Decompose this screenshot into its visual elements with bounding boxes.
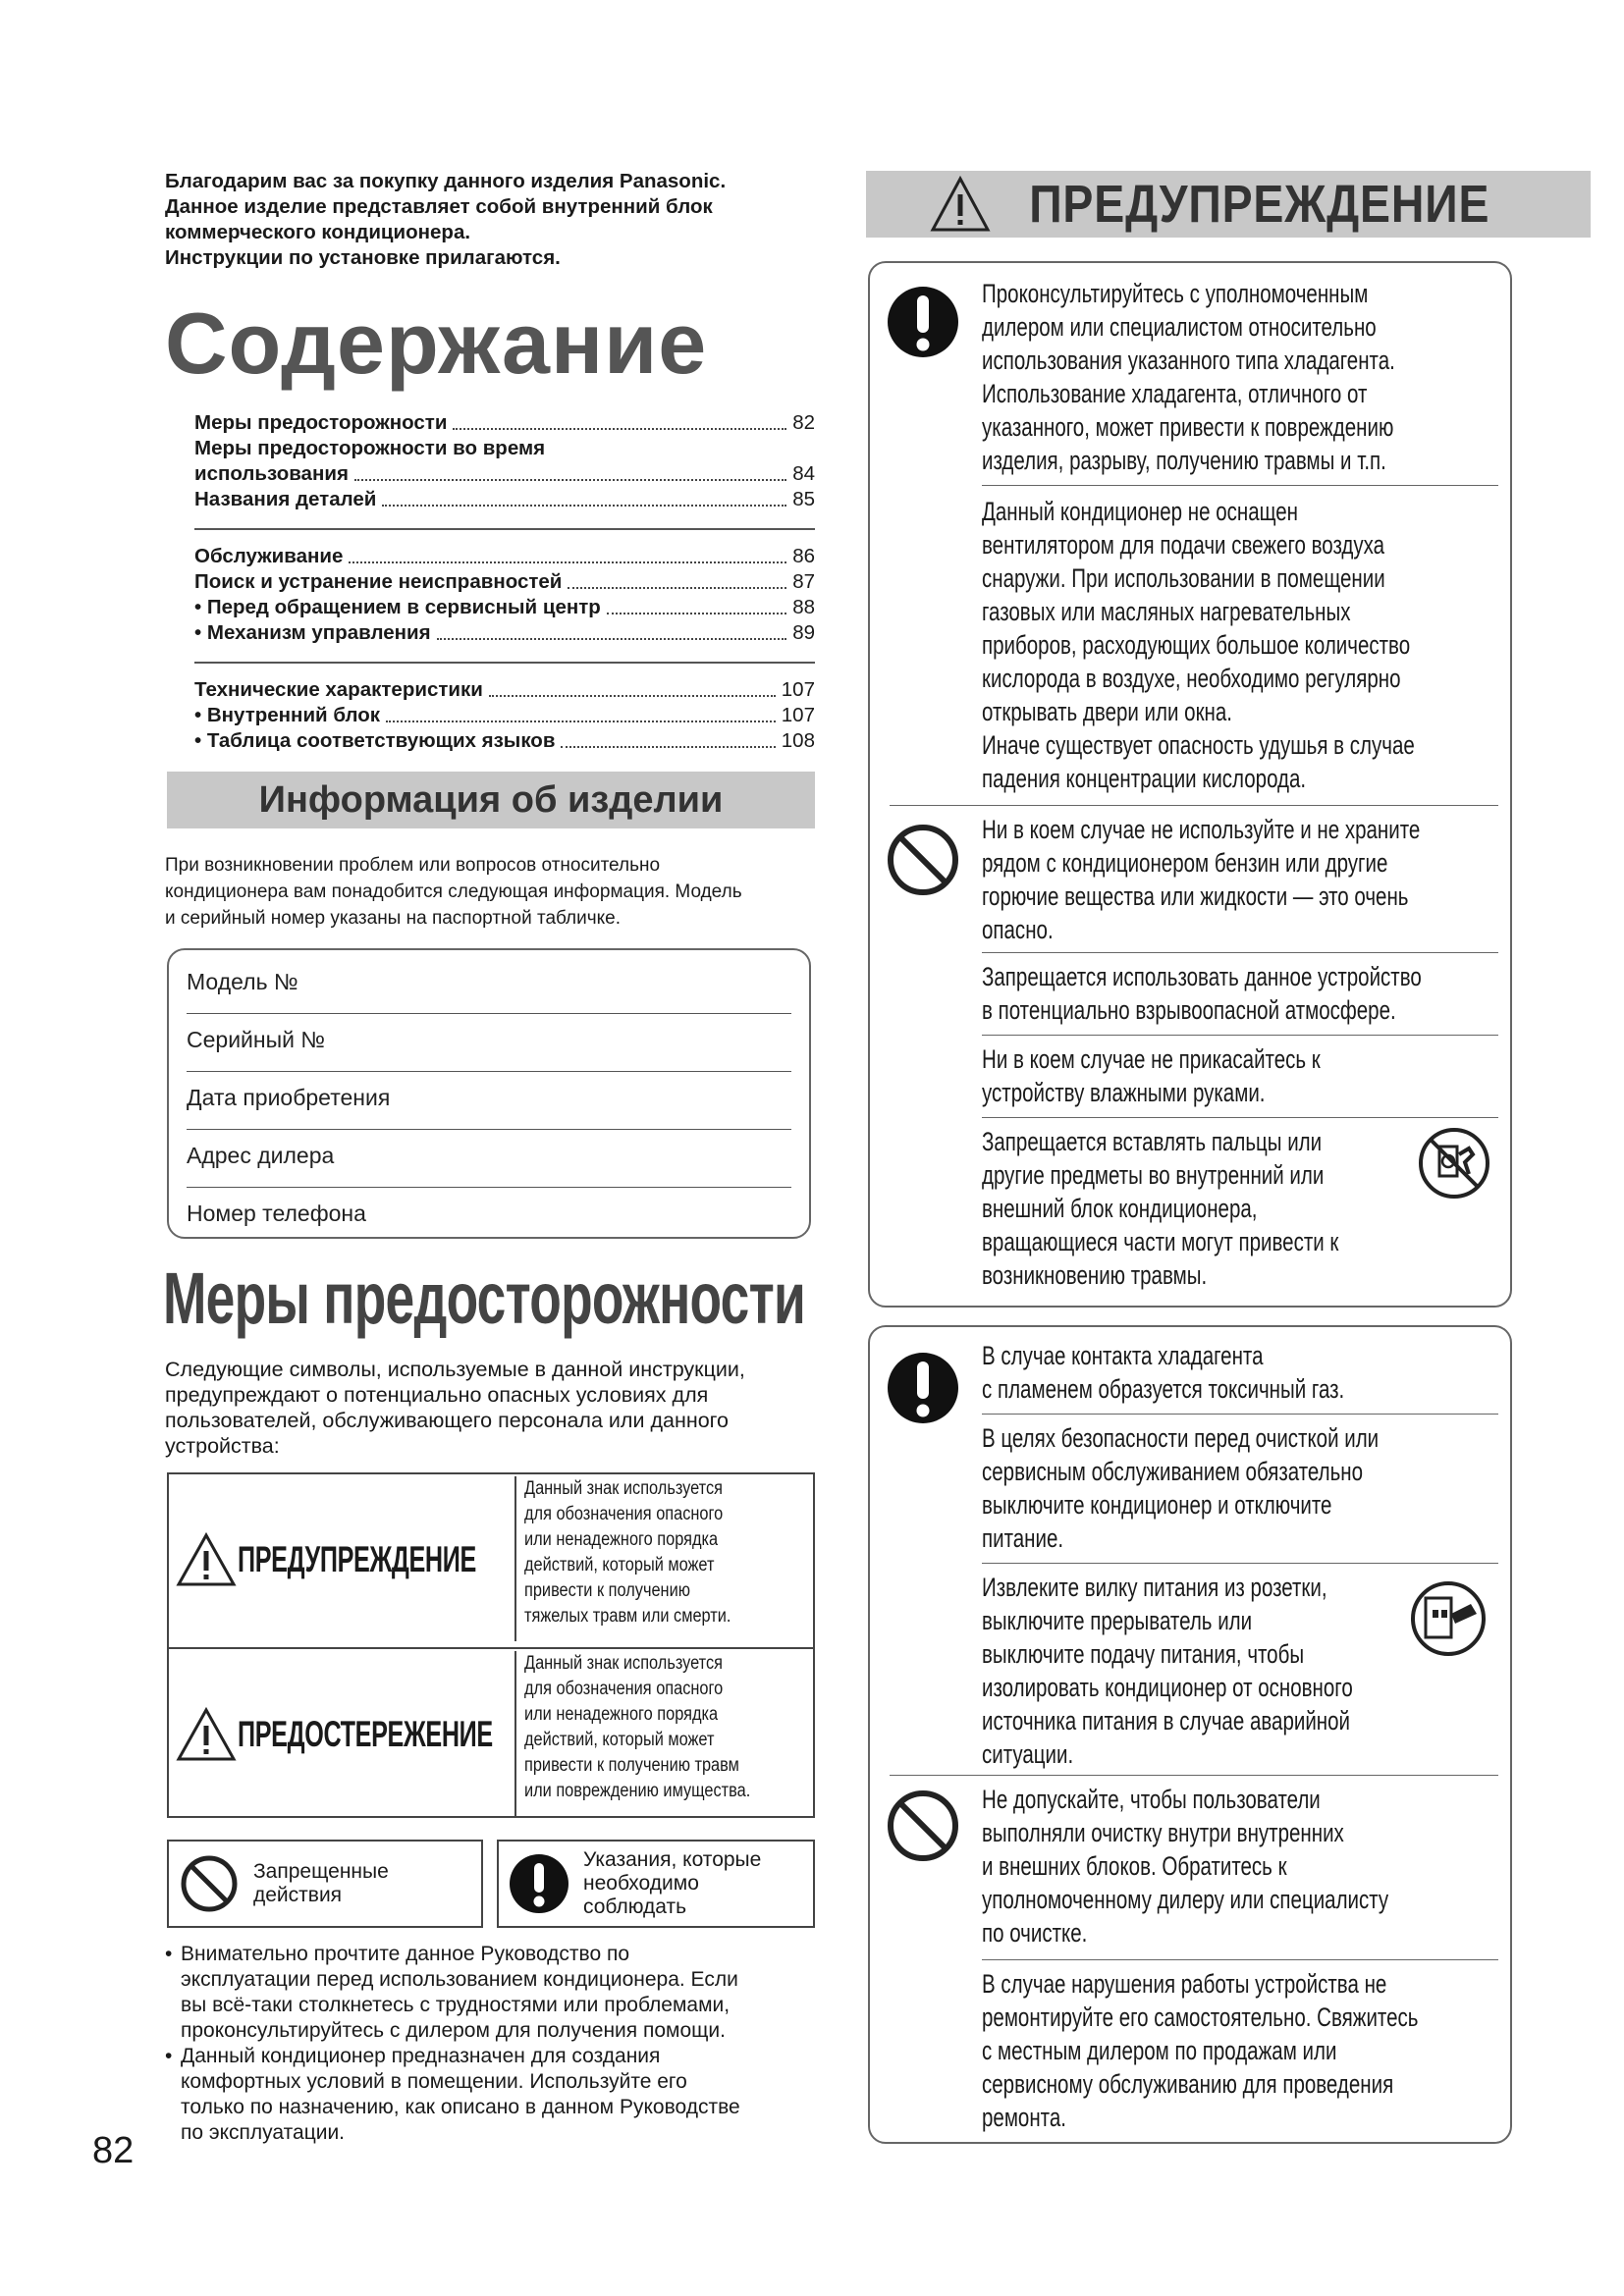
text-line: дилером или специалистом относительно — [982, 312, 1377, 342]
desc-line: или ненадежного порядка — [524, 1529, 719, 1550]
toc-entry-page: 108 — [781, 729, 815, 752]
warning-item — [982, 277, 1492, 477]
text-line: Иначе существует опасность удушья в случае — [982, 730, 1415, 760]
warning-panel-2 — [868, 1325, 1512, 2144]
toc-entry-page: 85 — [792, 488, 815, 510]
toc-entry-title: Технические характеристики — [194, 678, 483, 701]
toc-dots — [354, 479, 786, 481]
warning-item — [982, 495, 1492, 795]
divider — [982, 952, 1498, 953]
text-line: возникновению травмы. — [982, 1260, 1208, 1290]
text-line: вентилятором для подачи свежего воздуха — [982, 530, 1385, 560]
toc-entry[interactable] — [194, 569, 815, 595]
divider — [982, 1563, 1498, 1564]
prohibited-icon — [884, 1787, 962, 1865]
safety-title: Меры предосторожности — [163, 1257, 806, 1339]
toc-entry-title: Обслуживание — [194, 545, 344, 567]
prohibited-legend — [167, 1840, 483, 1928]
toc-entry-title: Названия деталей — [194, 488, 377, 510]
text-line: проконсультируйтесь с дилером для получения помощи. — [181, 2019, 726, 2042]
text-line: комфортных условий в помещении. Используйте его — [181, 2070, 687, 2093]
intro-line: коммерческого кондиционера. — [165, 221, 471, 243]
warning-item — [982, 813, 1492, 946]
list-item — [165, 1942, 825, 2044]
prohibited-label — [253, 1860, 389, 1907]
mandatory-legend — [497, 1840, 815, 1928]
text-line: вращающиеся части могут привести к — [982, 1227, 1339, 1256]
page-number: 82 — [92, 2130, 135, 2171]
toc-title: Содержание — [165, 294, 708, 392]
divider — [982, 1959, 1498, 1960]
toc-entry-title: • Внутренний блок — [194, 704, 381, 726]
text-line: с местным дилером по продажам или — [982, 2036, 1337, 2065]
text-line: с пламенем образуется токсичный газ. — [982, 1374, 1345, 1404]
text-line: опасно. — [982, 915, 1054, 944]
prohibited-icon — [884, 821, 962, 899]
toc-entry[interactable] — [194, 436, 815, 461]
list-item — [165, 2044, 825, 2146]
toc-dots — [568, 587, 786, 589]
text-line: устройства: — [165, 1434, 280, 1458]
text-line: питание. — [982, 1523, 1064, 1553]
text-line: горючие вещества или жидкости — это очень — [982, 881, 1409, 911]
toc-entry-page: 107 — [781, 704, 815, 726]
text-line: сервисным обслуживанием обязательно — [982, 1457, 1364, 1486]
text-line: В случае контакта хладагента — [982, 1341, 1264, 1370]
toc-group — [194, 410, 815, 530]
table-of-contents — [194, 410, 815, 783]
toc-entry-title: • Механизм управления — [194, 621, 431, 644]
intro-line: Благодарим вас за покупку данного изделия Panasonic. — [165, 170, 727, 192]
text-line: В случае нарушения работы устройства не — [982, 1969, 1387, 1999]
toc-entry-title: Меры предосторожности — [194, 411, 448, 434]
divider — [982, 485, 1498, 486]
desc-line: тяжелых травм или смерти. — [524, 1606, 731, 1627]
intro-line: Инструкции по установке прилагаются. — [165, 246, 561, 269]
exclamation-icon — [507, 1851, 571, 1916]
warning-item — [982, 1967, 1492, 2134]
text-line: ремонтируйте его самостоятельно. Свяжитесь — [982, 2002, 1419, 2032]
caution-label-text: ПРЕДОСТЕРЕЖЕНИЕ — [238, 1714, 493, 1754]
warning-item — [982, 1421, 1492, 1555]
warning-header — [866, 171, 1591, 238]
toc-dots — [349, 561, 786, 563]
no-fingers-in-fan-icon — [1416, 1125, 1492, 1201]
prohibited-icon — [179, 1853, 240, 1914]
toc-entry-page: 86 — [792, 545, 815, 567]
toc-entry-title: • Таблица соответствующих языков — [194, 729, 556, 752]
text-line: выключите кондиционер и отключите — [982, 1490, 1332, 1520]
product-info-text — [165, 852, 819, 932]
text-line: Запрещается использовать данное устройство — [982, 962, 1422, 991]
symbol-row-warning — [169, 1474, 813, 1645]
warning-panel-1 — [868, 261, 1512, 1308]
unplug-icon — [1408, 1578, 1489, 1659]
divider — [982, 1414, 1498, 1415]
text-line: использования указанного типа хладагента. — [982, 346, 1395, 375]
toc-entry[interactable] — [194, 544, 815, 569]
text-line: внешний блок кондиционера, — [982, 1194, 1258, 1223]
warning-header-text: ПРЕДУПРЕЖДЕНИЕ — [1029, 175, 1490, 234]
text-line: Внимательно прочтите данное Руководство по — [181, 1943, 630, 1965]
text-line: изолировать кондиционер от основного — [982, 1673, 1353, 1702]
intro-line: Данное изделие представляет собой внутренний блок — [165, 195, 713, 218]
dealer-address-field[interactable]: Адрес дилера — [187, 1130, 791, 1188]
warning-description — [514, 1476, 819, 1641]
toc-entry-page: 89 — [792, 621, 815, 644]
text-line: падения концентрации кислорода. — [982, 764, 1307, 793]
text-line: Запрещается вставлять пальцы или — [982, 1127, 1323, 1156]
text-line: При возникновении проблем или вопросов относительно — [165, 855, 661, 876]
toc-entry-page: 87 — [792, 570, 815, 593]
warning-triangle-icon — [175, 1531, 238, 1588]
text-line: только по назначению, как описано в данном Руководстве — [181, 2096, 740, 2118]
warning-label — [175, 1531, 520, 1588]
warning-triangle-icon — [929, 175, 992, 234]
text-line: В целях безопасности перед очисткой или — [982, 1423, 1380, 1453]
text-line: Ни в коем случае не используйте и не храните — [982, 815, 1421, 844]
toc-group — [194, 677, 815, 770]
text-line: Извлеките вилку питания из розетки, — [982, 1573, 1327, 1602]
text-line: Проконсультируйтесь с уполномоченным — [982, 279, 1369, 308]
text-line: эксплуатации перед использованием кондиционера. Если — [181, 1968, 738, 1991]
product-info-form — [167, 948, 811, 1239]
text-line: открывать двери или окна. — [982, 697, 1232, 726]
text-line: снаружи. При использовании в помещении — [982, 563, 1385, 593]
toc-entry-page: 107 — [781, 678, 815, 701]
text-line: приборов, расходующих большое количество — [982, 630, 1411, 660]
label-line: действия — [253, 1884, 343, 1906]
desc-line: действий, который может — [524, 1555, 715, 1575]
text-line: уполномоченному дилеру или специалисту — [982, 1885, 1389, 1914]
text-line: ремонта. — [982, 2103, 1066, 2132]
label-line: необходимо — [583, 1872, 699, 1895]
toc-dots — [607, 613, 786, 614]
toc-dots — [561, 746, 775, 748]
text-line: выключите подачу питания, чтобы — [982, 1639, 1305, 1669]
bullet-marker: • — [165, 2045, 173, 2067]
phone-field[interactable]: Номер телефона — [187, 1201, 366, 1226]
divider — [982, 1117, 1498, 1118]
toc-entry-title: Поиск и устранение неисправностей — [194, 570, 563, 593]
text-line: и внешних блоков. Обратитесь к — [982, 1851, 1287, 1881]
text-line: источника питания в случае аварийной — [982, 1706, 1351, 1735]
text-line: Следующие символы, используемые в данной инструкции, — [165, 1358, 745, 1381]
text-line: Использование хладагента, отличного от — [982, 379, 1368, 408]
toc-entry[interactable] — [194, 703, 815, 728]
symbol-table — [167, 1472, 815, 1818]
toc-entry[interactable] — [194, 595, 815, 620]
toc-entry-title: • Перед обращением в сервисный центр — [194, 596, 601, 618]
desc-line: привести к получению — [524, 1580, 690, 1601]
model-field[interactable]: Модель № — [187, 956, 791, 1014]
intro-text — [165, 169, 823, 271]
bullet-marker: • — [165, 1943, 173, 1965]
text-line: по эксплуатации. — [181, 2121, 346, 2144]
toc-entry-page: 84 — [792, 462, 815, 485]
text-line: пользователей, обслуживающего персонала или данного — [165, 1409, 729, 1432]
purchase-date-field[interactable]: Дата приобретения — [187, 1072, 791, 1130]
warning-item — [982, 960, 1492, 1027]
text-line: указанного, может привести к повреждению — [982, 412, 1394, 442]
toc-entry[interactable] — [194, 620, 815, 646]
label-line: соблюдать — [583, 1896, 687, 1918]
text-line: выполняли очистку внутри внутренних — [982, 1818, 1344, 1847]
mandatory-label — [583, 1848, 761, 1919]
toc-group — [194, 544, 815, 664]
divider — [982, 1035, 1498, 1036]
toc-dots — [437, 638, 787, 640]
text-line: предупреждают о потенциально опасных условиях для — [165, 1383, 709, 1407]
desc-line: или повреждению имущества. — [524, 1781, 751, 1801]
divider — [890, 805, 1498, 806]
exclamation-icon — [884, 283, 962, 361]
text-line: Не допускайте, чтобы пользователи — [982, 1785, 1321, 1814]
caution-description — [514, 1651, 819, 1816]
text-line: вы всё-таки столкнетесь с трудностями или проблемами, — [181, 1994, 731, 2016]
warning-item — [982, 1042, 1492, 1109]
desc-line: действий, который может — [524, 1730, 715, 1750]
caution-label — [175, 1706, 520, 1763]
serial-field[interactable]: Серийный № — [187, 1014, 791, 1072]
text-line: ситуации. — [982, 1739, 1074, 1769]
text-line: Данный кондиционер не оснащен — [982, 497, 1299, 526]
toc-dots — [489, 695, 776, 697]
warning-item — [982, 1783, 1492, 1949]
text-line: выключите прерыватель или — [982, 1606, 1253, 1635]
desc-line: Данный знак используется — [524, 1653, 723, 1674]
toc-dots — [453, 428, 786, 430]
text-line: кондиционера вам понадобится следующая информация. Модель — [165, 881, 742, 902]
toc-entry-page: 88 — [792, 596, 815, 618]
divider — [890, 1775, 1498, 1776]
desc-line: Данный знак используется — [524, 1478, 723, 1499]
text-line: по очистке. — [982, 1918, 1088, 1948]
toc-entry[interactable] — [194, 410, 815, 436]
toc-dots — [386, 721, 776, 722]
text-line: устройству влажными руками. — [982, 1078, 1266, 1107]
toc-entry[interactable] — [194, 677, 815, 703]
toc-entry[interactable] — [194, 728, 815, 754]
symbol-row-caution — [169, 1647, 813, 1820]
warning-triangle-icon — [175, 1706, 238, 1763]
warning-item — [982, 1339, 1492, 1406]
warning-label-text: ПРЕДУПРЕЖДЕНИЕ — [238, 1539, 476, 1579]
text-line: рядом с кондиционером бензин или другие — [982, 848, 1388, 878]
text-line: и серийный номер указаны на паспортной табличке. — [165, 908, 622, 929]
text-line: Данный кондиционер предназначен для создания — [181, 2045, 661, 2067]
desc-line: для обозначения опасного — [524, 1679, 724, 1699]
text-line: в потенциально взрывоопасной атмосфере. — [982, 995, 1396, 1025]
desc-line: привести к получению травм — [524, 1755, 739, 1776]
exclamation-icon — [884, 1349, 962, 1427]
text-line: Ни в коем случае не прикасайтесь к — [982, 1044, 1321, 1074]
text-line: сервисному обслуживанию для проведения — [982, 2069, 1394, 2099]
toc-entry-title: Меры предосторожности во время — [194, 437, 546, 459]
text-line: газовых или масляных нагревательных — [982, 597, 1351, 626]
toc-entry[interactable] — [194, 487, 815, 512]
toc-entry-title: использования — [194, 462, 349, 485]
text-line: другие предметы во внутренний или — [982, 1160, 1325, 1190]
desc-line: или ненадежного порядка — [524, 1704, 719, 1725]
text-line: изделия, разрыву, получению травмы и т.п. — [982, 446, 1386, 475]
toc-entry-page: 82 — [792, 411, 815, 434]
product-info-heading: Информация об изделии — [167, 772, 815, 828]
text-line: кислорода в воздухе, необходимо регулярно — [982, 664, 1401, 693]
safety-notes — [165, 1942, 825, 2146]
desc-line: для обозначения опасного — [524, 1504, 724, 1524]
safety-intro — [165, 1357, 819, 1459]
toc-entry[interactable] — [194, 461, 815, 487]
toc-dots — [382, 505, 786, 507]
label-line: Запрещенные — [253, 1860, 389, 1883]
label-line: Указания, которые — [583, 1848, 762, 1871]
